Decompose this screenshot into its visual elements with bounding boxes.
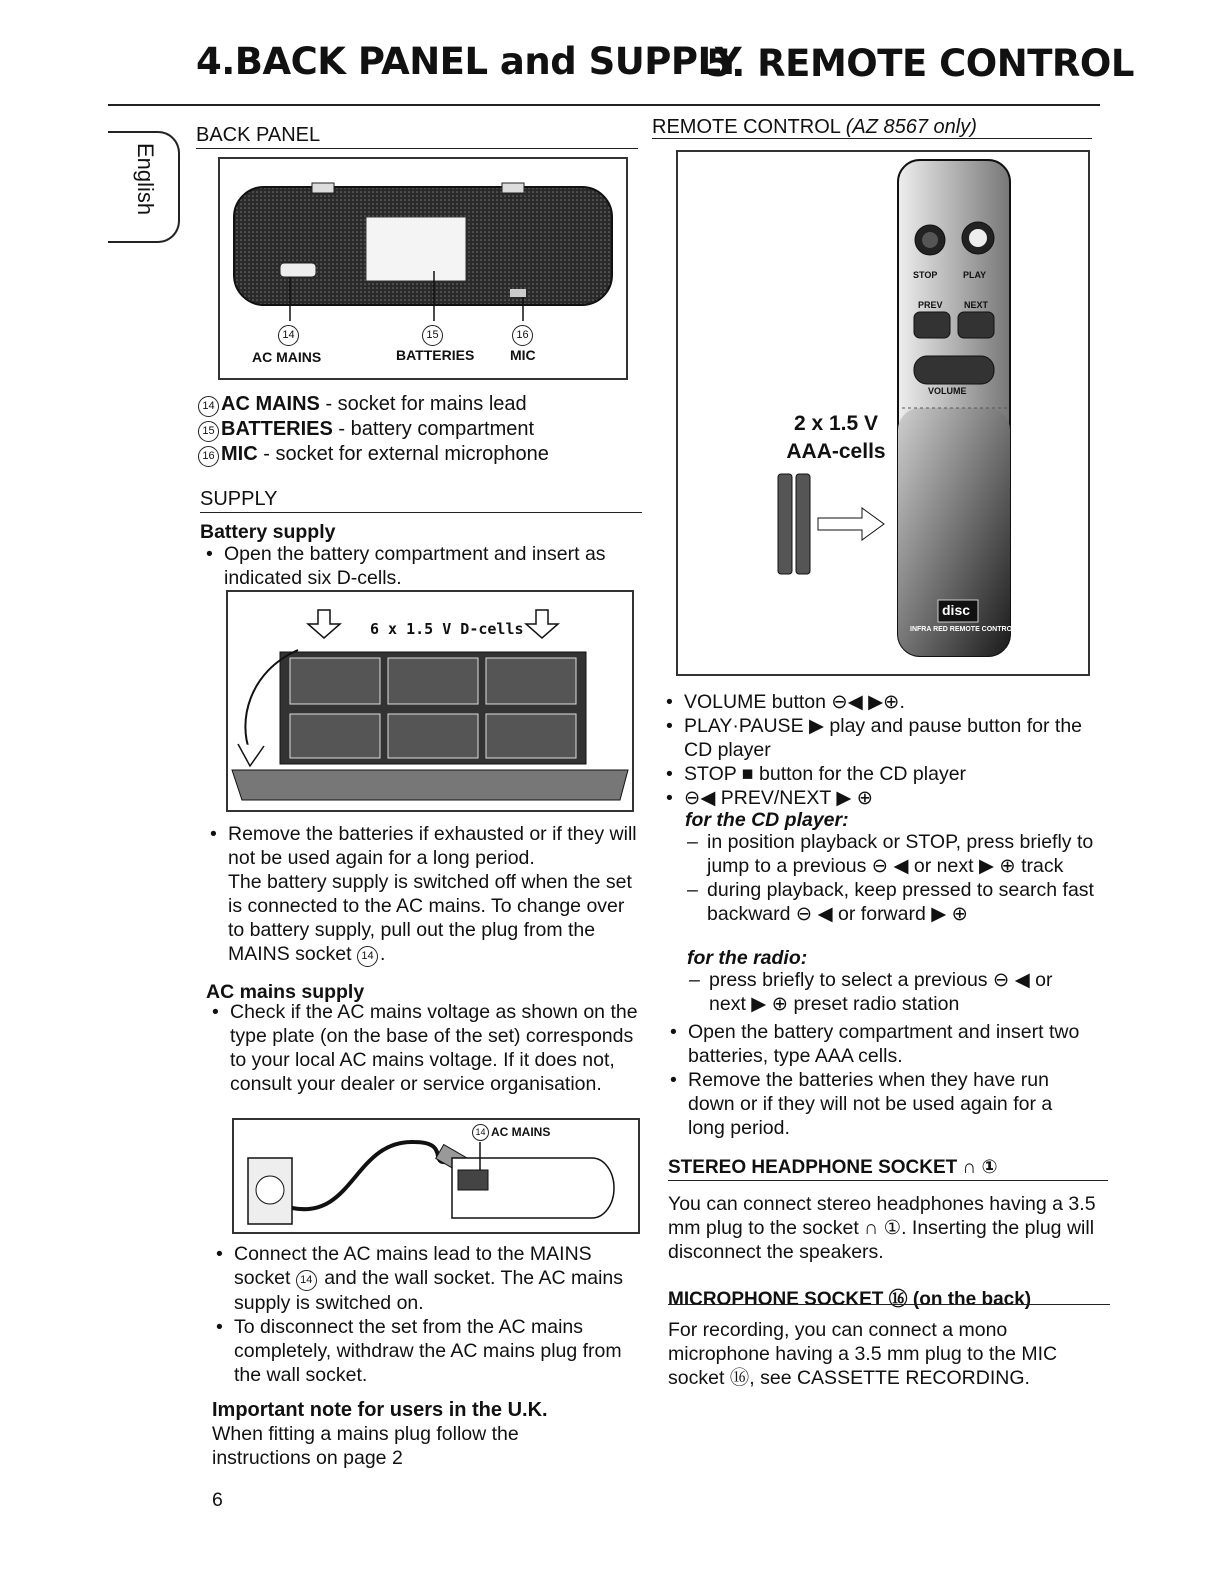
back-panel-figure xyxy=(218,157,628,380)
back-panel-rule xyxy=(196,148,638,149)
fig-number-15: 15 xyxy=(422,325,443,346)
mains-illustration xyxy=(234,1120,638,1232)
list-item: • Remove the batteries when they have run down or if they will not be used again for a long period. xyxy=(666,1068,1092,1140)
mains-fig-label: 14 AC MAINS xyxy=(472,1124,550,1141)
list-item: • Remove the batteries if exhausted or if they will not be used again for a long period. The battery supply is switched off when the set is connected to the AC mains. To change over to battery supply, pull out the plug from the MAINS socket 14 . xyxy=(206,822,646,967)
back-panel-items xyxy=(198,392,638,467)
remote-caption: INFRA RED REMOTE CONTROL xyxy=(910,626,1017,633)
back-panel-heading: BACK PANEL xyxy=(196,124,321,146)
header-rule xyxy=(108,104,1100,106)
battery-supply-list xyxy=(202,542,642,590)
cd-player-list xyxy=(685,830,1095,926)
list-item: • PLAY·PAUSE ▶ play and pause button for the CD player xyxy=(662,714,1102,762)
list-item: • Check if the AC mains voltage as shown on the type plate (on the base of the set) corresponds to your local AC mains voltage. If it does not, consult your dealer or service organisation. xyxy=(208,1000,644,1096)
uk-note-heading: Important note for users in the U.K. xyxy=(212,1399,548,1421)
list-item: – during playback, keep pressed to search fast backward ⊖ ◀ or forward ▶ ⊕ xyxy=(685,878,1095,926)
page-title-right: 5. REMOTE CONTROL xyxy=(706,42,1134,85)
remove-batteries-list xyxy=(206,822,646,967)
item-batteries: 15 BATTERIES - battery compartment xyxy=(198,417,638,442)
remote-battery-list xyxy=(666,1020,1092,1140)
uk-note-text: When fitting a mains plug follow the instructions on page 2 xyxy=(212,1423,519,1469)
microphone-heading: MICROPHONE SOCKET ⑯ (on the back) xyxy=(668,1289,1032,1310)
dcells-label: 6 x 1.5 V D-cells xyxy=(370,620,524,638)
language-tab xyxy=(108,131,180,243)
list-item: • ⊖◀ PREV/NEXT ▶ ⊕ xyxy=(662,786,1102,810)
remote-btn-volume-label: VOLUME xyxy=(928,386,967,396)
list-item: • Open the battery compartment and insert as indicated six D-cells. xyxy=(202,542,642,590)
fig-number-16: 16 xyxy=(512,325,533,346)
dcells-figure xyxy=(226,590,634,812)
remote-btn-play-label: PLAY xyxy=(963,270,987,280)
connect-list xyxy=(212,1242,650,1387)
list-item: • Connect the AC mains lead to the MAINS socket 14 and the wall socket. The AC mains supply is switched on. xyxy=(212,1242,650,1315)
item-mic: 16 MIC - socket for external microphone xyxy=(198,442,638,467)
mains-figure xyxy=(232,1118,640,1234)
remote-heading: REMOTE CONTROL (AZ 8567 only) xyxy=(652,116,977,138)
list-item: – in position playback or STOP, press briefly to jump to a previous ⊖ ◀ or next ▶ ⊕ track xyxy=(685,830,1095,878)
list-item: • VOLUME button ⊖◀ ▶⊕. xyxy=(662,690,1102,714)
ac-mains-heading: AC mains supply xyxy=(206,981,365,1003)
remote-figure xyxy=(676,150,1090,676)
supply-heading: SUPPLY xyxy=(200,488,278,510)
disc-logo: disc xyxy=(942,602,971,618)
page-number: 6 xyxy=(212,1489,223,1511)
fig-label-ac-mains: AC MAINS xyxy=(252,349,322,365)
headphone-text: You can connect stereo headphones having a 3.5 mm plug to the socket ∩ ①. Inserting the plug will disconnect the speakers. xyxy=(668,1193,1096,1263)
battery-supply-heading: Battery supply xyxy=(200,521,336,543)
fig-label-batteries: BATTERIES xyxy=(396,347,475,363)
remote-bullets xyxy=(662,690,1102,810)
remote-btn-prev-label: PREV xyxy=(918,300,943,310)
radio-heading: for the radio: xyxy=(687,947,808,969)
page-title-left: 4.BACK PANEL and SUPPLY xyxy=(196,40,742,83)
back-panel-illustration xyxy=(220,159,626,378)
headphone-rule xyxy=(668,1180,1108,1181)
remote-rule xyxy=(652,138,1092,139)
radio-list xyxy=(687,968,1087,1016)
supply-rule xyxy=(200,512,642,513)
list-item: • Open the battery compartment and insert two batteries, type AAA cells. xyxy=(666,1020,1092,1068)
microphone-rule xyxy=(668,1304,1110,1305)
remote-btn-next-label: NEXT xyxy=(964,300,989,310)
fig-number-14: 14 xyxy=(278,325,299,346)
fig-label-mic: MIC xyxy=(510,347,536,363)
cd-player-heading: for the CD player: xyxy=(685,809,849,831)
language-tab-label: English xyxy=(133,143,158,216)
item-ac-mains: 14 AC MAINS - socket for mains lead xyxy=(198,392,638,417)
aaa-cells-label: 2 x 1.5 V AAA-cells xyxy=(786,412,886,463)
microphone-text: For recording, you can connect a mono microphone having a 3.5 mm plug to the MIC socket ⑯, see CASSETTE RECORDING. xyxy=(668,1319,1058,1389)
ac-mains-list xyxy=(208,1000,644,1096)
remote-btn-stop-label: STOP xyxy=(913,270,938,280)
headphone-heading: STEREO HEADPHONE SOCKET ∩ ① xyxy=(668,1157,998,1178)
list-item: • To disconnect the set from the AC mains completely, withdraw the AC mains plug from the wall socket. xyxy=(212,1315,650,1387)
list-item: – press briefly to select a previous ⊖ ◀ or next ▶ ⊕ preset radio station xyxy=(687,968,1087,1016)
list-item: • STOP ■ button for the CD player xyxy=(662,762,1102,786)
